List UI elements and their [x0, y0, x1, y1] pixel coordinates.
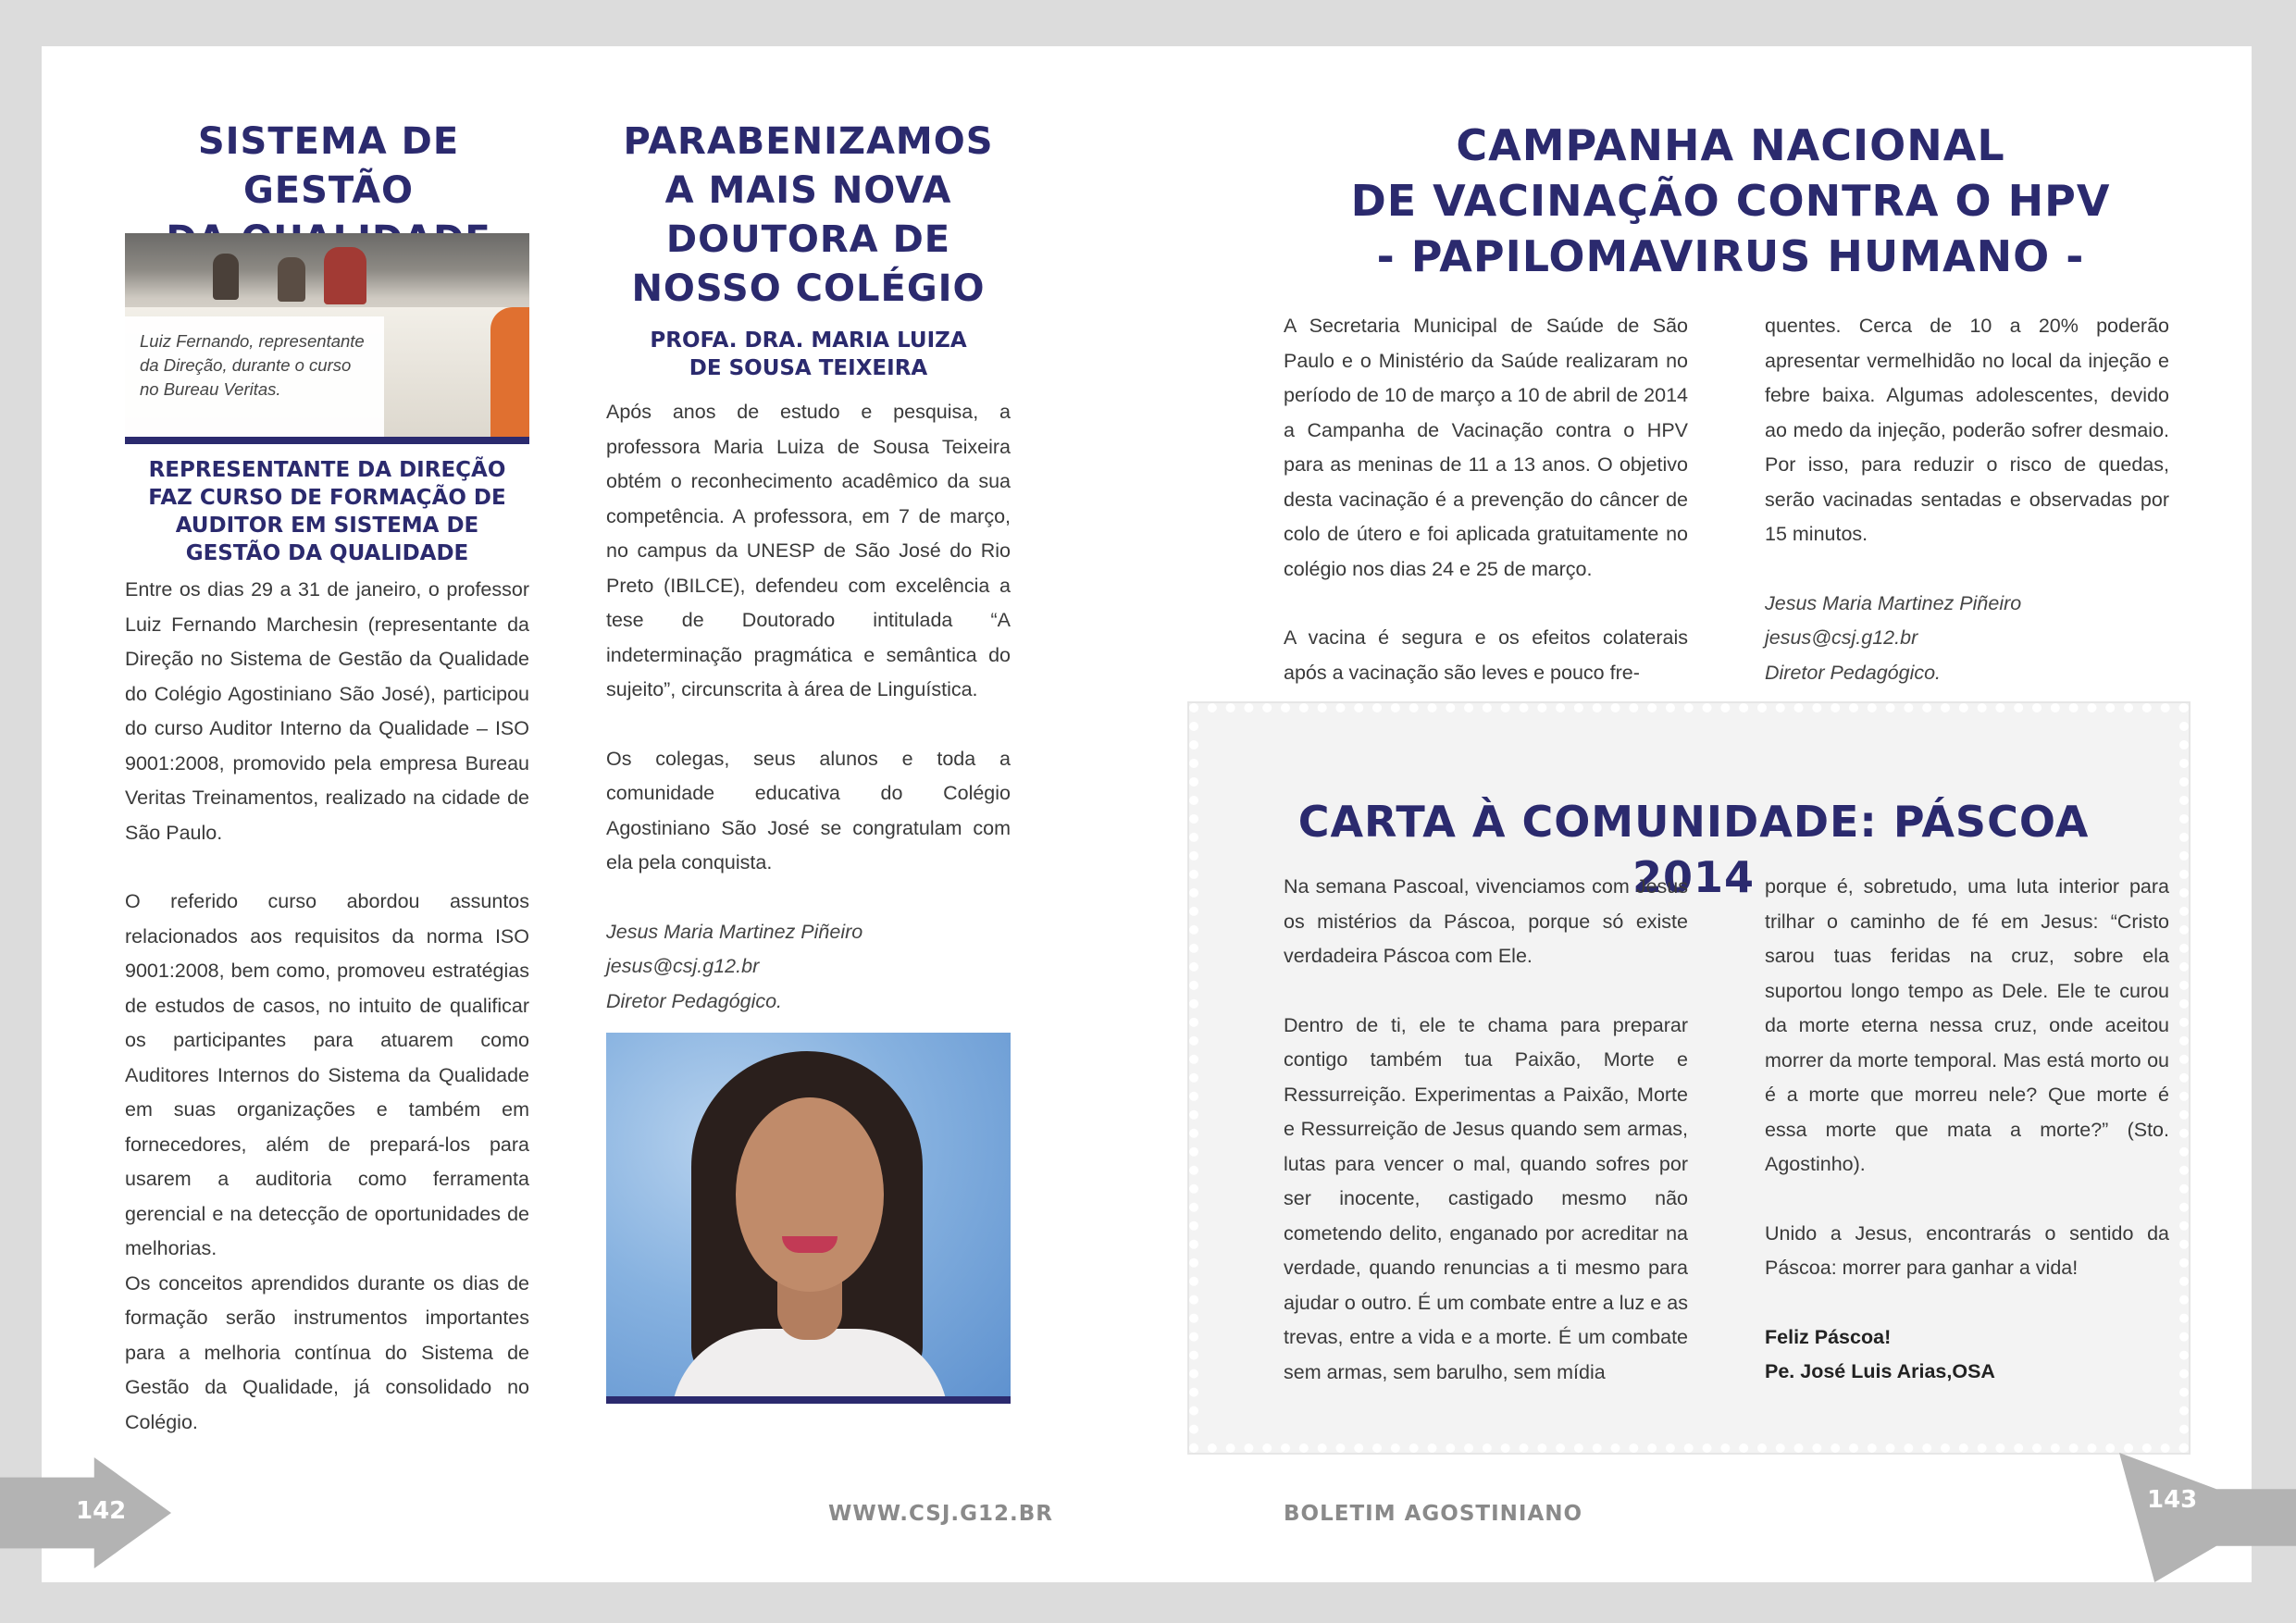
doctor-subtitle-line-1: PROFA. DRA. MARIA LUIZA	[650, 328, 967, 353]
doctor-subtitle-line-2: DE SOUSA TEIXEIRA	[689, 356, 928, 380]
hpv-right-column	[1765, 309, 2169, 690]
quality-paragraph-1: Entre os dias 29 a 31 de janeiro, o professor Luiz Fernando Marchesin (representante da Direção no Sistema de Gestão da Qualidade do Colégio Agostiniano São José), participou do curso Auditor Interno da Qualidade – ISO 9001:2008, promovido pela empresa Bureau Veritas Treinamentos, realizado na cidade de São Paulo.	[125, 578, 529, 844]
hpv-paragraph-2: A vacina é segura e os efeitos colaterais após a vacinação são leves e pouco fre-	[1284, 626, 1688, 684]
portrait-underline	[606, 1396, 1011, 1404]
footer-publication: BOLETIM AGOSTINIANO	[1284, 1502, 1583, 1526]
doctor-title-line-4: NOSSO COLÉGIO	[631, 267, 986, 310]
doctor-title	[606, 118, 1011, 314]
letter-right-column	[1765, 870, 2169, 1390]
quality-body	[125, 456, 529, 1440]
hpv-signature-role: Diretor Pedagógico.	[1765, 661, 1942, 684]
letter-paragraph-1: Na semana Pascoal, vivenciamos com Jesus os mistérios da Páscoa, porque só existe verdadeira Páscoa com Ele.	[1284, 875, 1688, 967]
hpv-article	[1277, 118, 2184, 284]
hpv-title-line-2: DE VACINAÇÃO CONTRA O HPV	[1350, 176, 2111, 226]
photo-underline	[125, 437, 529, 444]
doctor-signature-name: Jesus Maria Martinez Piñeiro	[606, 920, 863, 943]
page-number-right: 143	[2147, 1486, 2198, 1514]
photo-caption: Luiz Fernando, representante da Direção, durante o curso no Bureau Veritas.	[125, 316, 384, 437]
person-figure	[213, 254, 239, 300]
doctor-title-line-1: PARABENIZAMOS	[623, 120, 994, 163]
doctor-signature-email[interactable]: jesus@csj.g12.br	[606, 955, 760, 977]
doctor-paragraph-2: Os colegas, seus alunos e toda a comunidade educativa do Colégio Agostiniano São José se congratulam com ela pela conquista.	[606, 747, 1011, 873]
quality-paragraph-3: Os conceitos aprendidos durante os dias de formação serão instrumentos importantes para a melhoria contínua do Sistema de Gestão da Qualidade, já consolidado no Colégio.	[125, 1271, 529, 1433]
hpv-signature-email[interactable]: jesus@csj.g12.br	[1765, 626, 1918, 649]
portrait-face	[736, 1097, 884, 1292]
hpv-signature-name: Jesus Maria Martinez Piñeiro	[1765, 591, 2022, 614]
letter-paragraph-4: Unido a Jesus, encontrarás o sentido da Páscoa: morrer para ganhar a vida!	[1765, 1221, 2169, 1279]
letter-paragraph-2: Dentro de ti, ele te chama para preparar contigo também tua Paixão, Morte e Ressurreição. Experimentas a Paixão, Morte e Ressurreição de Jesus quando sem armas, lutas para vencer o mal, quando sofres por ser inocente, castigado mesmo não cometendo delito, enganado por acreditar na verdade, quando renuncias a ti mesmo para ajudar o outro. É um combate entre a luz e as trevas, entre a vida e a morte. É um combate sem armas, sem barulho, sem mídia	[1284, 1013, 1688, 1383]
doctor-subtitle	[606, 327, 1011, 382]
letter-paragraph-3: porque é, sobretudo, uma luta interior para trilhar o caminho de fé em Jesus: “Cristo sarou tuas feridas na cruz, sobre ela suportou longo tempo as Dele. Ele te curou da morte eterna nessa cruz, onde aceitou morrer da morte temporal. Mas está morto ou é a morte que morreu nele? Que morte é essa morte que mata a morte?” (Sto. Agostinho).	[1765, 875, 2169, 1175]
meeting-photo	[125, 233, 529, 437]
letter-title: CARTA À COMUNIDADE: PÁSCOA 2014	[1297, 797, 2090, 902]
hpv-paragraph-1: A Secretaria Municipal de Saúde de São Paulo e o Ministério da Saúde realizaram no período de 10 de março a 10 de abril de 2014 a Campanha de Vacinação contra o HPV para as meninas de 11 a 13 anos. O objetivo desta vacinação é a prevenção do câncer de colo de útero e foi aplicada gratuitamente no colégio nos dias 24 e 25 de março.	[1284, 315, 1688, 580]
person-figure	[278, 257, 305, 302]
hpv-title-line-3: - PAPILOMAVIRUS HUMANO -	[1376, 231, 2085, 281]
person-figure	[324, 247, 366, 304]
quality-title-line-1: SISTEMA DE GESTÃO	[197, 120, 460, 212]
doctor-title-line-3: DOUTORA DE	[665, 218, 951, 261]
hpv-title-line-1: CAMPANHA NACIONAL	[1456, 120, 2005, 170]
hpv-title	[1277, 118, 2184, 284]
doctor-paragraph-1: Após anos de estudo e pesquisa, a professora Maria Luiza de Sousa Teixeira obtém o reconhecimento acadêmico da sua competência. A professora, em 7 de março, no campus da UNESP de São José do Rio Preto (IBILCE), defendeu com excelência a tese de Doutorado intitulada “A indeterminação pragmática e semântica do sujeito”, circunscrita à área de Linguística.	[606, 401, 1011, 700]
footer-website[interactable]: WWW.CSJ.G12.BR	[828, 1502, 1054, 1526]
letter-signature: Pe. José Luis Arias,OSA	[1765, 1360, 1995, 1382]
hpv-paragraph-3: quentes. Cerca de 10 a 20% poderão apresentar vermelhidão no local da injeção e febre baixa. Algumas adolescentes, devido ao medo da injeção, poderão sofrer desmaio. Por isso, para reduzir o risco de quedas, serão vacinadas sentadas e observadas por 15 minutos.	[1765, 315, 2169, 545]
doctor-article	[606, 118, 1011, 1019]
page-number-left: 142	[76, 1497, 127, 1525]
quality-subtitle: REPRESENTANTE DA DIREÇÃO FAZ CURSO DE FORMAÇÃO DE AUDITOR EM SISTEMA DE GESTÃO DA QUALIDADE	[148, 458, 506, 565]
doctor-signature-role: Diretor Pedagógico.	[606, 989, 783, 1012]
letter-left-column	[1284, 870, 1688, 1390]
portrait-photo	[606, 1033, 1011, 1396]
doctor-title-line-2: A MAIS NOVA	[664, 169, 952, 212]
hpv-left-column	[1284, 309, 1688, 690]
person-figure	[490, 307, 529, 437]
quality-paragraph-2: O referido curso abordou assuntos relacionados aos requisitos da norma ISO 9001:2008, bem como, promoveu estratégias de estudos de casos, no intuito de qualificar os participantes para atuarem como Auditores Internos do Sistema da Qualidade em suas organizações e também em fornecedores, além de prepará-los para usarem a auditoria como ferramenta gerencial e na detecção de oportunidades de melhorias.	[125, 890, 529, 1259]
portrait-smile	[782, 1236, 838, 1253]
letter-closing: Feliz Páscoa!	[1765, 1325, 1892, 1348]
